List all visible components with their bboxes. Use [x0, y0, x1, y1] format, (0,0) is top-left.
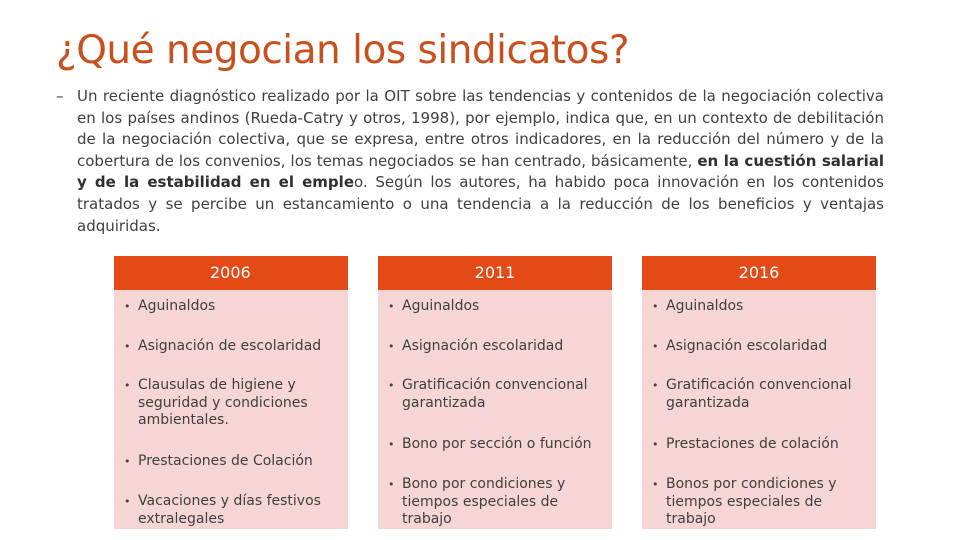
list-item: • Bono por condiciones y tiempos especiales de trabajo	[388, 476, 604, 529]
list-item: • Aguinaldos	[652, 298, 868, 316]
list-item: • Aguinaldos	[388, 298, 604, 316]
list-item: • Clausulas de higiene y seguridad y condiciones ambientales.	[124, 377, 340, 430]
list-item: • Vacaciones y días festivos extralegales	[124, 493, 340, 528]
column-header-2016: 2016	[642, 256, 876, 290]
paragraph-text-end: o. Según los autores, ha habido poca innovación en los contenidos tratados y se percibe un estancamiento o una tendencia a la reducción de los beneficios y ventajas adquiridas.	[77, 173, 884, 235]
list-item: • Prestaciones de colación	[652, 436, 868, 454]
column-2016	[642, 256, 876, 529]
list-item: • Asignación escolaridad	[652, 338, 868, 356]
column-header-2011: 2011	[378, 256, 612, 290]
list-item: • Bonos por condiciones y tiempos especiales de trabajo	[652, 476, 868, 529]
page-title: ¿Qué negocian los sindicatos?	[56, 28, 630, 73]
column-2006	[114, 256, 348, 529]
list-item: • Gratificación convencional garantizada	[388, 377, 604, 412]
list-item: • Asignación escolaridad	[388, 338, 604, 356]
column-header-2006: 2006	[114, 256, 348, 290]
paragraph-text	[77, 86, 884, 237]
list-item: • Prestaciones de Colación	[124, 453, 340, 471]
list-item: • Bono por sección o función	[388, 436, 604, 454]
paragraph-bullet: –	[56, 87, 64, 105]
intro-paragraph	[56, 86, 884, 237]
list-item: • Gratificación convencional garantizada	[652, 377, 868, 412]
paragraph-bold-text: en la cuestión salarial y de la estabilidad en el emple	[77, 151, 884, 192]
column-2011	[378, 256, 612, 529]
paragraph-text-start: Un reciente diagnóstico realizado por la OIT sobre las tendencias y contenidos de la negociación colectiva en los países andinos (Rueda-Catry y otros, 1998), por ejemplo, indica que, en un contexto de debilitación de la negociación colectiva, que se expresa, entre otros indicadores, en la reducción del número y de la cobertura de los convenios, los temas negociados se han centrado, básicamente,	[77, 87, 884, 170]
list-item: • Asignación de escolaridad	[124, 338, 340, 356]
list-item: • Aguinaldos	[124, 298, 340, 316]
